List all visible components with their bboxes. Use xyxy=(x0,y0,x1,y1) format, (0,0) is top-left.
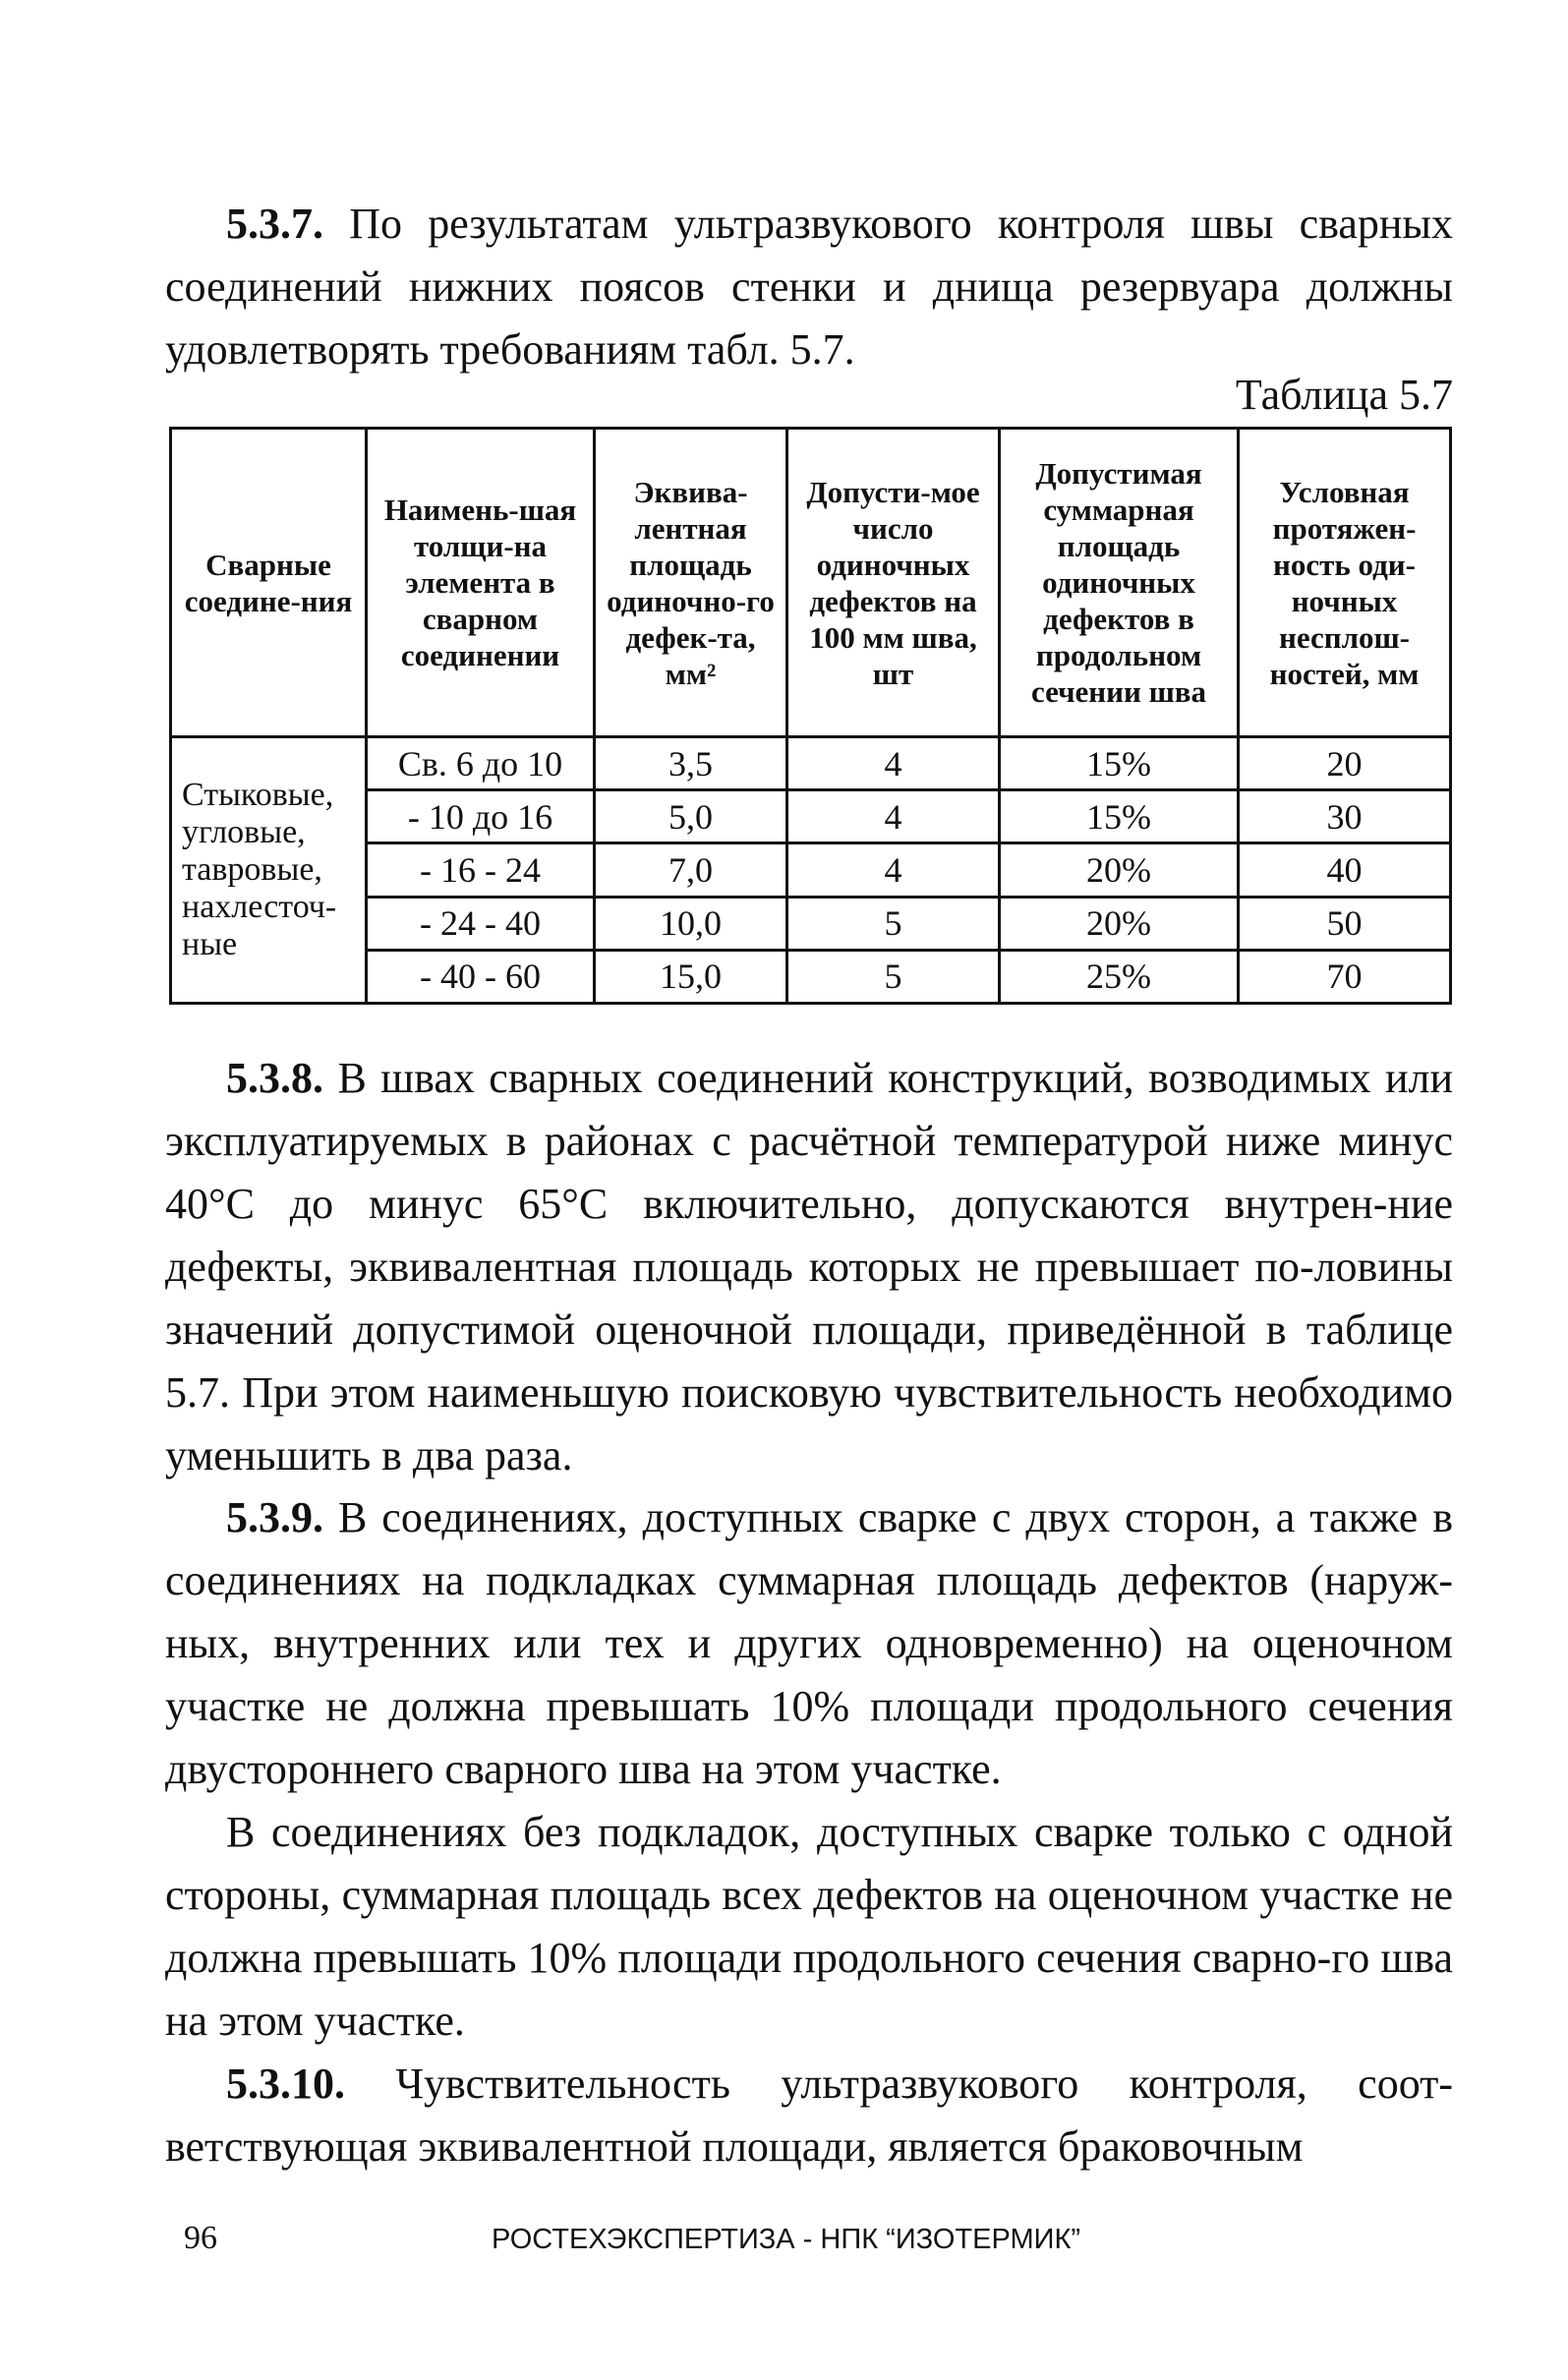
cell-thickness: - 16 - 24 xyxy=(367,843,595,897)
section-number: 5.3.10. xyxy=(226,2060,345,2108)
cell-length: 20 xyxy=(1239,737,1451,790)
page-footer xyxy=(0,2220,1568,2269)
table-header-row xyxy=(171,429,1451,737)
header-total-area: Допустимая суммарная площадь одиночных дефектов в продольном сечении шва xyxy=(1000,429,1239,737)
paragraph-text: В соединениях, доступных сварке с двух сторон, а также в соединениях на подкладках суммарная площадь дефектов (наруж-ных, внутренних или тех и других одновременно) на оценочном участке не должна превышать 10% площади продольного сечения двустороннего сварного шва на этом участке. xyxy=(165,1493,1453,1793)
header-equiv-area: Эквива-лентная площадь одиночно-го дефек-та, мм² xyxy=(595,429,787,737)
page-number: 96 xyxy=(184,2220,217,2256)
header-length: Условная протяжен-ность оди-ночных несплош-ностей, мм xyxy=(1239,429,1451,737)
header-thickness: Наимень-шая толщи-на элемента в сварном соединении xyxy=(367,429,595,737)
table-caption: Таблица 5.7 xyxy=(1235,371,1453,419)
section-number: 5.3.7. xyxy=(226,200,323,248)
header-joints: Сварные соедине-ния xyxy=(171,429,367,737)
cell-equiv-area: 3,5 xyxy=(595,737,787,790)
paragraph-5-3-10 xyxy=(165,2053,1453,2178)
cell-equiv-area: 15,0 xyxy=(595,950,787,1003)
paragraph-5-3-9-cont xyxy=(165,1801,1453,2053)
section-number: 5.3.9. xyxy=(226,1493,323,1541)
joint-types-cell: Стыковые, угловые, тавровые, нахлесточ-ные xyxy=(171,737,367,1004)
publisher-name: РОСТЕХЭКСПЕРТИЗА - НПК “ИЗОТЕРМИК” xyxy=(492,2224,1081,2255)
cell-total-area: 15% xyxy=(1000,790,1239,843)
paragraph-5-3-8 xyxy=(165,1047,1453,1487)
cell-total-area: 15% xyxy=(1000,737,1239,790)
cell-thickness: - 24 - 40 xyxy=(367,897,595,950)
cell-thickness: - 10 до 16 xyxy=(367,790,595,843)
cell-equiv-area: 7,0 xyxy=(595,843,787,897)
cell-length: 40 xyxy=(1239,843,1451,897)
cell-defect-count: 5 xyxy=(787,897,1000,950)
paragraph-5-3-7 xyxy=(165,193,1453,381)
cell-defect-count: 4 xyxy=(787,843,1000,897)
cell-total-area: 25% xyxy=(1000,950,1239,1003)
paragraph-5-3-9 xyxy=(165,1486,1453,1801)
cell-length: 30 xyxy=(1239,790,1451,843)
cell-equiv-area: 10,0 xyxy=(595,897,787,950)
defects-table xyxy=(169,427,1452,1005)
cell-total-area: 20% xyxy=(1000,897,1239,950)
table-row xyxy=(171,737,1451,790)
cell-defect-count: 4 xyxy=(787,790,1000,843)
cell-length: 70 xyxy=(1239,950,1451,1003)
paragraph-text: Чувствительность ультразвукового контроля, соот-ветствующая эквивалентной площади, является браковочным xyxy=(165,2060,1453,2171)
cell-defect-count: 4 xyxy=(787,737,1000,790)
cell-thickness: Св. 6 до 10 xyxy=(367,737,595,790)
section-number: 5.3.8. xyxy=(226,1054,323,1102)
paragraph-text: В швах сварных соединений конструкций, возводимых или эксплуатируемых в районах с расчётной температурой ниже минус 40°С до минус 65°С включительно, допускаются внутрен-ние дефекты, эквивалентная площадь которых не превышает по-ловины значений допустимой оценочной площади, приведённой в таблице 5.7. При этом наименьшую поисковую чувствительность необходимо уменьшить в два раза. xyxy=(165,1054,1454,1480)
cell-equiv-area: 5,0 xyxy=(595,790,787,843)
cell-thickness: - 40 - 60 xyxy=(367,950,595,1003)
paragraph-text: По результатам ультразвукового контроля швы сварных соединений нижних поясов стенки и днища резервуара должны удовлетворять требованиям табл. 5.7. xyxy=(165,200,1453,374)
paragraph-text: В соединениях без подкладок, доступных сварке только с одной стороны, суммарная площадь всех дефектов на оценочном участке не должна превышать 10% площади продольного сечения сварно-го шва на этом участке. xyxy=(165,1808,1453,2045)
header-defect-count: Допусти-мое число одиночных дефектов на 100 мм шва, шт xyxy=(787,429,1000,737)
cell-length: 50 xyxy=(1239,897,1451,950)
cell-defect-count: 5 xyxy=(787,950,1000,1003)
cell-total-area: 20% xyxy=(1000,843,1239,897)
